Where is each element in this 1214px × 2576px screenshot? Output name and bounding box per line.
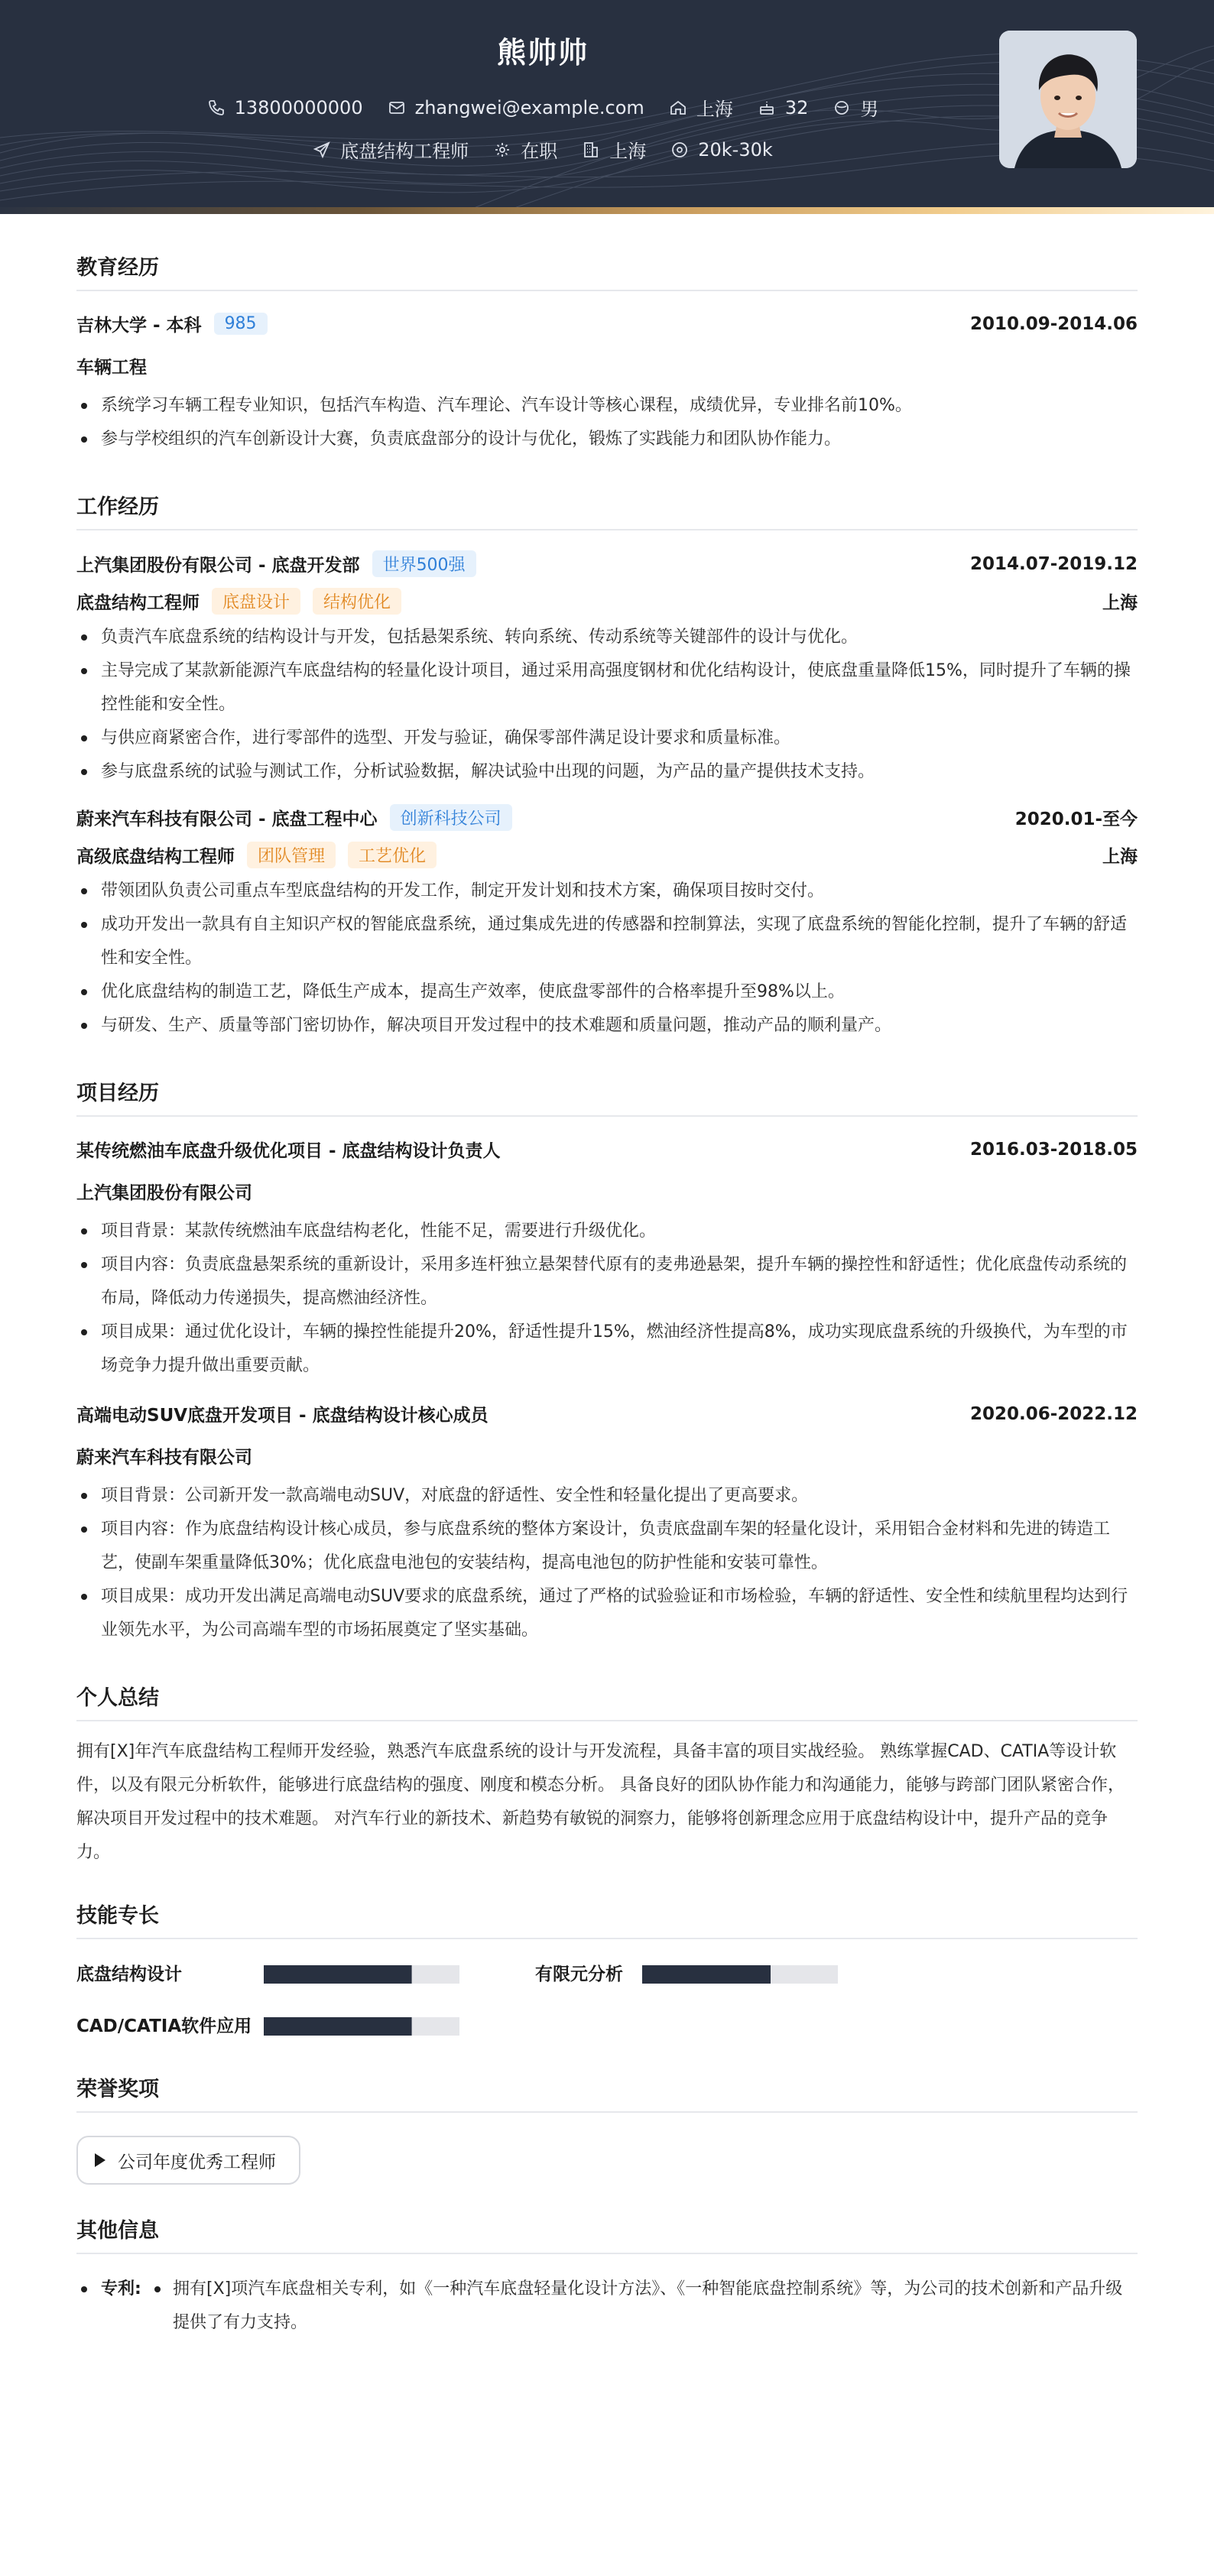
- school-tag: 985: [214, 313, 268, 335]
- list-item: 项目成果：成功开发出满足高端电动SUV要求的底盘系统，通过了严格的试验验证和市场检验，车辆的舒适性、安全性和续航里程均达到行业领先水平，为公司高端车型的市场拓展奠定了坚实基础。: [76, 1580, 1138, 1647]
- education-header: [76, 311, 1138, 336]
- education-school: [76, 311, 268, 336]
- project-section: [76, 1076, 1138, 1647]
- work-section: [76, 490, 1138, 1043]
- section-title-other: 其他信息: [76, 2214, 1138, 2254]
- education-major: 车辆工程: [76, 358, 147, 378]
- list-item: 项目背景：公司新开发一款高端电动SUV，对底盘的舒适性、安全性和轻量化提出了更高要求。: [76, 1479, 1138, 1513]
- profile-photo: [999, 31, 1137, 168]
- position-text: 底盘结构工程师: [340, 141, 469, 162]
- gender-text: 男: [860, 99, 879, 120]
- phone-icon: [207, 99, 226, 117]
- section-title-work: 工作经历: [76, 490, 1138, 530]
- header-accent-bar: [0, 207, 1214, 214]
- skill-bar: [264, 2017, 459, 2036]
- resume-header: [0, 0, 1214, 214]
- project-name: 某传统燃油车底盘升级优化项目 - 底盘结构设计负责人: [76, 1141, 501, 1161]
- skill-item: [76, 2010, 535, 2043]
- list-item: 项目背景：某款传统燃油车底盘结构老化，性能不足，需要进行升级优化。: [76, 1215, 1138, 1248]
- patent-text: 拥有[X]项汽车底盘相关专利，如《一种汽车底盘轻量化设计方法》、《一种智能底盘控制系统》等，为公司的技术创新和产品升级提供了有力支持。: [150, 2273, 1138, 2340]
- list-item: 项目成果：通过优化设计，车辆的操控性能提升20%，舒适性提升15%，燃油经济性提高8%，成功实现底盘系统的升级换代，为车型的市场竞争力提升做出重要贡献。: [76, 1316, 1138, 1383]
- list-item: 负责汽车底盘系统的结构设计与开发，包括悬架系统、转向系统、传动系统等关键部件的设计与优化。: [76, 621, 1138, 654]
- project-name: 高端电动SUV底盘开发项目 - 底盘结构设计核心成员: [76, 1406, 489, 1426]
- list-item: 项目内容：负责底盘悬架系统的重新设计，采用多连杆独立悬架替代原有的麦弗逊悬架，提升车辆的操控性和舒适性；优化底盘传动系统的布局，降低动力传递损失，提高燃油经济性。: [76, 1248, 1138, 1316]
- project-header: [76, 1401, 1138, 1426]
- project-entry: [76, 1137, 1138, 1383]
- patent-label: 专利:: [76, 2273, 150, 2340]
- list-item: 与研发、生产、质量等部门密切协作，解决项目开发过程中的技术难题和质量问题，推动产品的顺利量产。: [76, 1009, 1138, 1043]
- job-header: [76, 804, 1138, 831]
- other-section: [76, 2214, 1138, 2340]
- phone-text: 13800000000: [234, 96, 363, 118]
- summary-text: 拥有[X]年汽车底盘结构工程师开发经验，熟悉汽车底盘系统的设计与开发流程，具备丰富的项目实战经验。 熟练掌握CAD、CATIA等设计软件，以及有限元分析软件，能够进行底盘结构的强度、刚度和模态分析。 具备良好的团队协作能力和沟通能力，能够与跨部门团队紧密合作，解决项目开发过程中的技术难题。 对汽车行业的新技术、新趋势有敏锐的洞察力，能够将创新理念应用于底盘结构设计中，提升产品的竞争力。: [76, 1742, 1125, 1862]
- gender-info: [833, 94, 878, 121]
- job-date: 2020.01-至今: [1014, 809, 1138, 829]
- role-tag: 工艺优化: [348, 842, 437, 868]
- project-details: [76, 1215, 1138, 1383]
- resume-body: [76, 214, 1138, 2340]
- coin-icon: [670, 141, 689, 159]
- skill-bar: [264, 1965, 459, 1984]
- job-role-row: [76, 842, 1138, 868]
- list-item: 参与学校组织的汽车创新设计大赛，负责底盘部分的设计与优化，锻炼了实践能力和团队协作能力。: [76, 423, 1138, 456]
- email-text: zhangwei@example.com: [414, 96, 644, 118]
- email-info: [388, 97, 644, 118]
- skill-name: CAD/CATIA软件应用: [76, 2016, 252, 2036]
- job-location: 上海: [1102, 847, 1138, 867]
- send-icon: [313, 141, 331, 159]
- section-title-summary: 个人总结: [76, 1681, 1138, 1721]
- skill-item: [535, 1958, 917, 1991]
- skill-fill: [264, 2017, 412, 2036]
- play-icon: [95, 2153, 105, 2167]
- age-text: 32: [784, 96, 809, 118]
- home-icon: [669, 99, 687, 117]
- role-name: 底盘结构工程师: [76, 593, 200, 613]
- hometown-text: 上海: [696, 99, 733, 120]
- job-entry: [76, 550, 1138, 789]
- list-item: 带领团队负责公司重点车型底盘结构的开发工作，制定开发计划和技术方案，确保项目按时交付。: [76, 874, 1138, 908]
- company-name: 蔚来汽车科技有限公司 - 底盘工程中心: [76, 809, 378, 829]
- list-item: 优化底盘结构的制造工艺，降低生产成本，提高生产效率，使底盘零部件的合格率提升至98%以上。: [76, 975, 1138, 1009]
- list-item: 主导完成了某款新能源汽车底盘结构的轻量化设计项目，通过采用高强度钢材和优化结构设计，使底盘重量降低15%，同时提升了车辆的操控性能和安全性。: [76, 654, 1138, 722]
- building-icon: [582, 141, 600, 159]
- education-date: 2010.09-2014.06: [969, 313, 1138, 334]
- education-list: [76, 389, 1138, 456]
- job-role: [76, 588, 401, 615]
- company-tag: 创新科技公司: [390, 804, 512, 831]
- project-company: 上汽集团股份有限公司: [76, 1183, 252, 1203]
- contact-row: [0, 94, 1086, 121]
- project-details: [76, 1479, 1138, 1647]
- company-name: 上汽集团股份有限公司 - 底盘开发部: [76, 556, 360, 576]
- project-date: 2020.06-2022.12: [969, 1403, 1138, 1424]
- award-text: 公司年度优秀工程师: [118, 2152, 276, 2172]
- education-section: [76, 251, 1138, 456]
- role-tag: 结构优化: [313, 588, 401, 615]
- job-role-row: [76, 588, 1138, 615]
- job-role: [76, 842, 437, 868]
- skill-bar: [642, 1965, 838, 1984]
- job-intent-row: [0, 136, 1086, 163]
- project-company: 蔚来汽车科技有限公司: [76, 1448, 252, 1468]
- list-item: 系统学习车辆工程专业知识，包括汽车构造、汽车理论、汽车设计等核心课程，成绩优异，专业排名前10%。: [76, 389, 1138, 423]
- project-entry: [76, 1401, 1138, 1647]
- honors-list: [76, 2136, 1138, 2185]
- hometown-info: [669, 94, 733, 121]
- list-item: 与供应商紧密合作，进行零部件的选型、开发与验证，确保零部件满足设计要求和质量标准。: [76, 722, 1138, 755]
- age-info: [758, 97, 809, 118]
- job-duties: [76, 621, 1138, 789]
- skills-section: [76, 1899, 1138, 2043]
- status-info: [493, 136, 557, 163]
- award-badge: [76, 2136, 300, 2185]
- section-title-projects: 项目经历: [76, 1076, 1138, 1117]
- honors-section: [76, 2072, 1138, 2185]
- role-tag: 团队管理: [247, 842, 336, 868]
- skill-fill: [264, 1965, 412, 1984]
- list-item: 参与底盘系统的试验与测试工作，分析试验数据，解决试验中出现的问题，为产品的量产提供技术支持。: [76, 755, 1138, 789]
- job-header: [76, 550, 1138, 577]
- section-title-honors: 荣誉奖项: [76, 2072, 1138, 2113]
- city-info: [582, 136, 646, 163]
- project-date: 2016.03-2018.05: [969, 1139, 1138, 1160]
- company-tag: 世界500强: [372, 550, 476, 577]
- salary-text: 20k-30k: [698, 138, 773, 161]
- mail-icon: [388, 99, 406, 117]
- candidate-name: 熊帅帅: [496, 36, 589, 70]
- skill-fill: [642, 1965, 771, 1984]
- school-name: 吉林大学 - 本科: [76, 316, 202, 336]
- phone-info: [207, 97, 363, 118]
- section-title-education: 教育经历: [76, 251, 1138, 291]
- job-duties: [76, 874, 1138, 1043]
- avatar: [999, 31, 1137, 168]
- position-info: [313, 136, 469, 163]
- job-company: [76, 804, 512, 831]
- skill-name: 底盘结构设计: [76, 1964, 182, 1984]
- gear-icon: [493, 141, 511, 159]
- project-header: [76, 1137, 1138, 1162]
- status-text: 在职: [521, 141, 558, 162]
- role-tag: 底盘设计: [212, 588, 300, 615]
- city-text: 上海: [609, 141, 647, 162]
- summary-section: [76, 1681, 1138, 1870]
- list-item: 项目内容：作为底盘结构设计核心成员，参与底盘系统的整体方案设计，负责底盘副车架的轻量化设计，采用铝合金材料和先进的铸造工艺，使副车架重量降低30%；优化底盘电池包的安装结构，提高电池包的防护性能和安装可靠性。: [76, 1513, 1138, 1580]
- skill-item: [76, 1958, 535, 1991]
- role-name: 高级底盘结构工程师: [76, 847, 235, 867]
- job-date: 2014.07-2019.12: [969, 553, 1138, 574]
- list-item: 成功开发出一款具有自主知识产权的智能底盘系统，通过集成先进的传感器和控制算法，实现了底盘系统的智能化控制，提升了车辆的舒适性和安全性。: [76, 908, 1138, 975]
- cake-icon: [758, 99, 776, 117]
- section-title-skills: 技能专长: [76, 1899, 1138, 1939]
- job-entry: [76, 804, 1138, 1043]
- gender-icon: [833, 99, 851, 117]
- skill-name: 有限元分析: [535, 1964, 623, 1984]
- patent-row: [76, 2273, 1138, 2340]
- job-location: 上海: [1102, 593, 1138, 613]
- job-company: [76, 550, 476, 577]
- salary-info: [670, 139, 773, 161]
- skills-grid: [76, 1958, 1138, 2043]
